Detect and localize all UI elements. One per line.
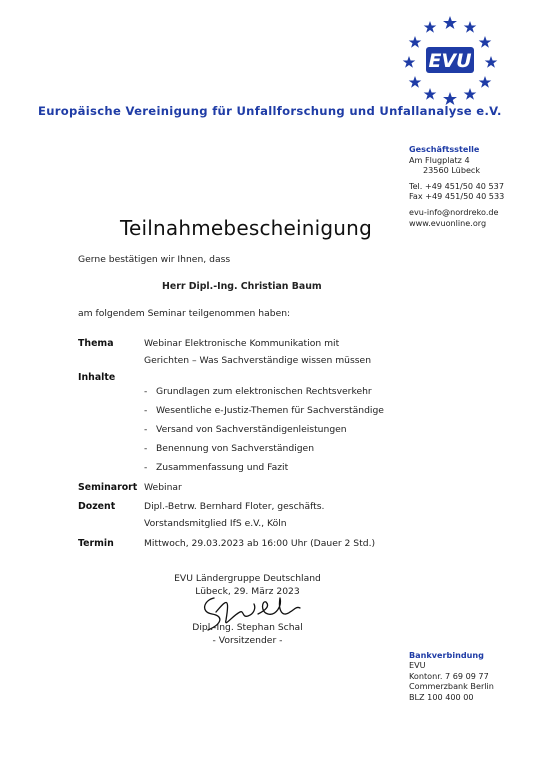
document-title: Teilnahmebescheinigung <box>120 216 372 240</box>
participant-name: Herr Dipl.-Ing. Christian Baum <box>162 281 322 292</box>
intro-text: Gerne bestätigen wir Ihnen, dass <box>78 254 231 265</box>
dozent-label: Dozent <box>78 501 116 512</box>
handwritten-signature <box>196 590 306 634</box>
office-tel: Tel. +49 451/50 40 537 <box>409 180 504 191</box>
seminarort-value: Webinar <box>144 482 182 493</box>
thema-line-1: Webinar Elektronische Kommunikation mit <box>144 338 340 349</box>
signer-name: Dipl.-Ing. Stephan Schal <box>192 622 303 633</box>
office-website[interactable]: www.evuonline.org <box>409 217 487 228</box>
evu-logo <box>396 14 504 106</box>
seminarort-label: Seminarort <box>78 482 138 493</box>
list-item: - Zusammenfassung und Fazit <box>144 462 289 473</box>
signer-role: - Vorsitzender - <box>212 635 283 646</box>
thema-label: Thema <box>78 338 114 349</box>
bank-account-name: EVU <box>409 660 426 671</box>
inhalte-list <box>144 386 384 481</box>
organization-name: Europäische Vereinigung für Unfallforschung und Unfallanalyse e.V. <box>38 104 502 118</box>
bank-heading: Bankverbindung <box>409 650 484 660</box>
bank-blz: BLZ 100 400 00 <box>409 691 474 702</box>
office-city: 23560 Lübeck <box>423 165 481 176</box>
signature-group: EVU Ländergruppe Deutschland <box>174 573 321 584</box>
bank-details <box>409 650 494 702</box>
list-item: - Wesentliche e-Justiz-Themen für Sachverständige <box>144 405 384 416</box>
thema-line-2: Gerichten – Was Sachverständige wissen müssen <box>144 355 372 366</box>
confirm-text: am folgendem Seminar teilgenommen haben: <box>78 308 291 319</box>
office-heading: Geschäftsstelle <box>409 144 480 154</box>
list-item: - Versand von Sachverständigenleistungen <box>144 424 347 435</box>
dozent-line-1: Dipl.-Betrw. Bernhard Floter, geschäfts. <box>144 501 325 512</box>
bank-name: Commerzbank Berlin <box>409 681 494 692</box>
office-email[interactable]: evu-info@nordreko.de <box>409 206 499 217</box>
office-street: Am Flugplatz 4 <box>409 154 470 165</box>
logo-text: EVU <box>428 50 472 72</box>
termin-value: Mittwoch, 29.03.2023 ab 16:00 Uhr (Dauer 2 Std.) <box>144 538 376 549</box>
inhalte-label: Inhalte <box>78 372 116 383</box>
office-fax: Fax +49 451/50 40 533 <box>409 191 505 202</box>
termin-label: Termin <box>78 538 114 549</box>
list-item: - Benennung von Sachverständigen <box>144 443 315 454</box>
dozent-line-2: Vorstandsmitglied IfS e.V., Köln <box>144 518 287 529</box>
list-item: - Grundlagen zum elektronischen Rechtsverkehr <box>144 386 372 397</box>
bank-account-number: Kontonr. 7 69 09 77 <box>409 670 489 681</box>
office-address <box>409 144 504 228</box>
signature-place-date: Lübeck, 29. März 2023 <box>195 586 300 597</box>
